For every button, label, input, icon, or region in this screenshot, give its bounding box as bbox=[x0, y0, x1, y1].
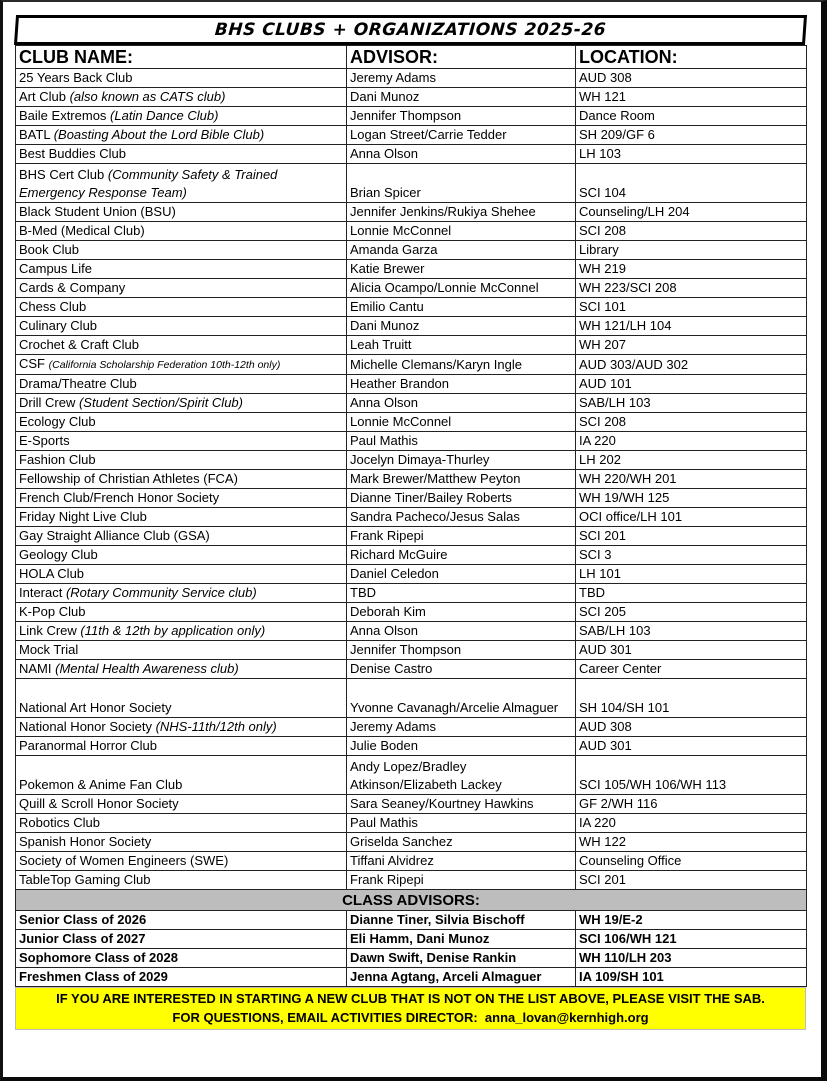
club-name: Robotics Club bbox=[19, 815, 100, 830]
club-location: WH 219 bbox=[576, 260, 807, 279]
club-name: Geology Club bbox=[19, 547, 98, 562]
club-name: 25 Years Back Club bbox=[19, 70, 133, 85]
club-name: Pokemon & Anime Fan Club bbox=[19, 777, 183, 792]
class-name: Junior Class of 2027 bbox=[16, 930, 347, 949]
club-row bbox=[16, 260, 807, 279]
club-row bbox=[16, 164, 807, 203]
club-name-cell bbox=[16, 355, 347, 375]
club-name: Gay Straight Alliance Club (GSA) bbox=[19, 528, 210, 543]
club-name: Ecology Club bbox=[19, 414, 96, 429]
club-location: SH 104/SH 101 bbox=[576, 679, 807, 718]
club-row bbox=[16, 222, 807, 241]
club-location: SCI 105/WH 106/WH 113 bbox=[576, 756, 807, 795]
club-name-cell bbox=[16, 145, 347, 164]
club-location: SAB/LH 103 bbox=[576, 394, 807, 413]
club-advisor: Dani Munoz bbox=[347, 317, 576, 336]
club-note: (11th & 12th by application only) bbox=[80, 623, 266, 638]
club-location: SCI 208 bbox=[576, 413, 807, 432]
club-row bbox=[16, 527, 807, 546]
club-location: IA 220 bbox=[576, 432, 807, 451]
club-advisor: Jennifer Thompson bbox=[347, 641, 576, 660]
club-note: (also known as CATS club) bbox=[69, 89, 226, 104]
club-note: (Boasting About the Lord Bible Club) bbox=[53, 127, 265, 142]
club-advisor: Jennifer Jenkins/Rukiya Shehee bbox=[347, 203, 576, 222]
club-name: Drill Crew bbox=[19, 395, 79, 410]
class-advisor: Dianne Tiner, Silvia Bischoff bbox=[347, 911, 576, 930]
club-location: SCI 208 bbox=[576, 222, 807, 241]
club-location: WH 19/WH 125 bbox=[576, 489, 807, 508]
club-row bbox=[16, 355, 807, 375]
class-name: Sophomore Class of 2028 bbox=[16, 949, 347, 968]
club-name: Cards & Company bbox=[19, 280, 126, 295]
club-name-cell bbox=[16, 260, 347, 279]
club-name: HOLA Club bbox=[19, 566, 85, 581]
club-name-cell bbox=[16, 489, 347, 508]
club-location: Dance Room bbox=[576, 107, 807, 126]
club-name: Interact bbox=[19, 585, 66, 600]
club-name: Art Club bbox=[19, 89, 70, 104]
club-advisor: Paul Mathis bbox=[347, 432, 576, 451]
club-row bbox=[16, 470, 807, 489]
club-name: Black Student Union (BSU) bbox=[19, 204, 176, 219]
club-name-cell bbox=[16, 814, 347, 833]
club-name-cell bbox=[16, 795, 347, 814]
club-row bbox=[16, 814, 807, 833]
club-note: (Rotary Community Service club) bbox=[65, 585, 257, 600]
club-location: AUD 301 bbox=[576, 737, 807, 756]
header-club-name: CLUB NAME: bbox=[16, 46, 347, 69]
club-name-cell bbox=[16, 756, 347, 795]
club-location: Career Center bbox=[576, 660, 807, 679]
club-advisor: Dianne Tiner/Bailey Roberts bbox=[347, 489, 576, 508]
club-name-cell bbox=[16, 241, 347, 260]
club-name-cell bbox=[16, 222, 347, 241]
club-name-cell bbox=[16, 641, 347, 660]
club-name: Culinary Club bbox=[19, 318, 98, 333]
footer-line-2-text: FOR QUESTIONS, EMAIL ACTIVITIES DIRECTOR: bbox=[172, 1010, 485, 1025]
club-row bbox=[16, 737, 807, 756]
club-name-cell bbox=[16, 394, 347, 413]
club-advisor: Emilio Cantu bbox=[347, 298, 576, 317]
club-name-cell bbox=[16, 718, 347, 737]
club-name-cell bbox=[16, 298, 347, 317]
club-location: SCI 201 bbox=[576, 871, 807, 890]
club-advisor: Frank Ripepi bbox=[347, 527, 576, 546]
club-advisor: Jennifer Thompson bbox=[347, 107, 576, 126]
club-name-cell bbox=[16, 508, 347, 527]
club-row bbox=[16, 126, 807, 145]
class-name: Senior Class of 2026 bbox=[16, 911, 347, 930]
club-name-cell bbox=[16, 833, 347, 852]
club-name: Drama/Theatre Club bbox=[19, 376, 137, 391]
club-row bbox=[16, 317, 807, 336]
class-name: Freshmen Class of 2029 bbox=[16, 968, 347, 987]
club-advisor: Tiffani Alvidrez bbox=[347, 852, 576, 871]
club-name: Crochet & Craft Club bbox=[19, 337, 139, 352]
club-location: AUD 101 bbox=[576, 375, 807, 394]
club-name-cell bbox=[16, 565, 347, 584]
club-advisor: Michelle Clemans/Karyn Ingle bbox=[347, 355, 576, 375]
club-location: WH 223/SCI 208 bbox=[576, 279, 807, 298]
class-location: WH 110/LH 203 bbox=[576, 949, 807, 968]
club-name-cell bbox=[16, 852, 347, 871]
club-name-cell bbox=[16, 69, 347, 88]
club-location: Counseling/LH 204 bbox=[576, 203, 807, 222]
club-row bbox=[16, 394, 807, 413]
club-row bbox=[16, 833, 807, 852]
club-advisor: Julie Boden bbox=[347, 737, 576, 756]
club-name: Chess Club bbox=[19, 299, 87, 314]
club-advisor: Brian Spicer bbox=[347, 164, 576, 203]
club-location: Library bbox=[576, 241, 807, 260]
class-location: SCI 106/WH 121 bbox=[576, 930, 807, 949]
club-row bbox=[16, 660, 807, 679]
club-row bbox=[16, 413, 807, 432]
club-name: Mock Trial bbox=[19, 642, 79, 657]
club-advisor: Alicia Ocampo/Lonnie McConnel bbox=[347, 279, 576, 298]
club-row bbox=[16, 718, 807, 737]
club-note: (Student Section/Spirit Club) bbox=[78, 395, 243, 410]
club-name-cell bbox=[16, 375, 347, 394]
club-row bbox=[16, 298, 807, 317]
club-location: Counseling Office bbox=[576, 852, 807, 871]
club-advisor: Deborah Kim bbox=[347, 603, 576, 622]
club-note: (Latin Dance Club) bbox=[110, 108, 219, 123]
club-advisor: Frank Ripepi bbox=[347, 871, 576, 890]
class-rows bbox=[16, 911, 807, 987]
club-location: SCI 3 bbox=[576, 546, 807, 565]
club-row bbox=[16, 584, 807, 603]
club-location: LH 103 bbox=[576, 145, 807, 164]
club-row bbox=[16, 508, 807, 527]
club-row bbox=[16, 336, 807, 355]
class-advisor-row bbox=[16, 911, 807, 930]
class-advisors-heading: CLASS ADVISORS: bbox=[16, 890, 807, 911]
club-row bbox=[16, 756, 807, 795]
club-advisor: Logan Street/Carrie Tedder bbox=[347, 126, 576, 145]
club-name: Fashion Club bbox=[19, 452, 96, 467]
class-advisor-row bbox=[16, 949, 807, 968]
club-name: Link Crew bbox=[19, 623, 81, 638]
club-name: Book Club bbox=[19, 242, 79, 257]
club-name-cell bbox=[16, 279, 347, 298]
header-advisor: ADVISOR: bbox=[347, 46, 576, 69]
club-name-cell bbox=[16, 871, 347, 890]
clubs-table bbox=[15, 45, 807, 987]
club-name: Society of Women Engineers (SWE) bbox=[19, 853, 229, 868]
club-location: IA 220 bbox=[576, 814, 807, 833]
club-row bbox=[16, 603, 807, 622]
club-name-cell bbox=[16, 413, 347, 432]
club-row bbox=[16, 679, 807, 718]
club-advisor: Dani Munoz bbox=[347, 88, 576, 107]
club-row bbox=[16, 432, 807, 451]
club-name: Best Buddies Club bbox=[19, 146, 126, 161]
club-row bbox=[16, 69, 807, 88]
club-location: GF 2/WH 116 bbox=[576, 795, 807, 814]
club-name: BATL bbox=[19, 127, 54, 142]
club-name-cell bbox=[16, 622, 347, 641]
club-row bbox=[16, 489, 807, 508]
club-location: WH 121/LH 104 bbox=[576, 317, 807, 336]
class-advisors-heading-row bbox=[16, 890, 807, 911]
club-location: SCI 201 bbox=[576, 527, 807, 546]
club-name-cell bbox=[16, 546, 347, 565]
club-location: WH 220/WH 201 bbox=[576, 470, 807, 489]
club-row bbox=[16, 241, 807, 260]
footer-line-1: IF YOU ARE INTERESTED IN STARTING A NEW CLUB THAT IS NOT ON THE LIST ABOVE, PLEASE VISIT THE SAB. bbox=[56, 991, 765, 1006]
club-row bbox=[16, 871, 807, 890]
club-advisor: Katie Brewer bbox=[347, 260, 576, 279]
club-name: Fellowship of Christian Athletes (FCA) bbox=[19, 471, 238, 486]
clubs-sheet bbox=[15, 15, 806, 1030]
club-note: (Community Safety & Trained Emergency Response Team) bbox=[19, 167, 278, 200]
club-row bbox=[16, 375, 807, 394]
club-name-cell bbox=[16, 451, 347, 470]
club-advisor: Denise Castro bbox=[347, 660, 576, 679]
header-location: LOCATION: bbox=[576, 46, 807, 69]
class-advisor: Dawn Swift, Denise Rankin bbox=[347, 949, 576, 968]
club-name: CSF bbox=[19, 356, 49, 371]
club-name-cell bbox=[16, 317, 347, 336]
club-advisor: Jeremy Adams bbox=[347, 718, 576, 737]
club-name-cell bbox=[16, 470, 347, 489]
footer-banner bbox=[15, 987, 806, 1030]
club-name-cell bbox=[16, 88, 347, 107]
class-advisor-row bbox=[16, 930, 807, 949]
club-advisor: Andy Lopez/Bradley Atkinson/Elizabeth Lackey bbox=[347, 756, 576, 795]
class-location: WH 19/E-2 bbox=[576, 911, 807, 930]
club-name-cell bbox=[16, 603, 347, 622]
club-row bbox=[16, 203, 807, 222]
club-row bbox=[16, 852, 807, 871]
club-advisor: Paul Mathis bbox=[347, 814, 576, 833]
club-name: French Club/French Honor Society bbox=[19, 490, 220, 505]
club-row bbox=[16, 795, 807, 814]
club-name-cell bbox=[16, 336, 347, 355]
club-advisor: Lonnie McConnel bbox=[347, 222, 576, 241]
club-name: B-Med (Medical Club) bbox=[19, 223, 145, 238]
club-name: Paranormal Horror Club bbox=[19, 738, 157, 753]
club-row bbox=[16, 565, 807, 584]
club-advisor: Richard McGuire bbox=[347, 546, 576, 565]
class-advisor: Eli Hamm, Dani Munoz bbox=[347, 930, 576, 949]
club-name: National Honor Society bbox=[19, 719, 156, 734]
club-location: SH 209/GF 6 bbox=[576, 126, 807, 145]
header-row bbox=[16, 46, 807, 69]
club-advisor: Griselda Sanchez bbox=[347, 833, 576, 852]
contact-email-link[interactable]: anna_lovan@kernhigh.org bbox=[484, 1010, 649, 1025]
club-name-cell bbox=[16, 432, 347, 451]
club-location: SCI 104 bbox=[576, 164, 807, 203]
club-name-cell bbox=[16, 203, 347, 222]
clubs-body bbox=[16, 69, 807, 890]
club-location: OCI office/LH 101 bbox=[576, 508, 807, 527]
club-name: TableTop Gaming Club bbox=[19, 872, 151, 887]
club-location: AUD 308 bbox=[576, 718, 807, 737]
club-advisor: Jocelyn Dimaya-Thurley bbox=[347, 451, 576, 470]
club-name: National Art Honor Society bbox=[19, 700, 172, 715]
club-name-cell bbox=[16, 660, 347, 679]
club-note: (Mental Health Awareness club) bbox=[55, 661, 239, 676]
club-note: (NHS-11th/12th only) bbox=[155, 719, 277, 734]
club-advisor: Daniel Celedon bbox=[347, 565, 576, 584]
club-name: NAMI bbox=[19, 661, 56, 676]
club-advisor: Jeremy Adams bbox=[347, 69, 576, 88]
club-note: (California Scholarship Federation 10th-12th only) bbox=[48, 359, 281, 371]
club-advisor: Anna Olson bbox=[347, 145, 576, 164]
club-name: Spanish Honor Society bbox=[19, 834, 152, 849]
club-row bbox=[16, 88, 807, 107]
class-advisor-row bbox=[16, 968, 807, 987]
club-location: WH 121 bbox=[576, 88, 807, 107]
club-advisor: Lonnie McConnel bbox=[347, 413, 576, 432]
club-location: WH 207 bbox=[576, 336, 807, 355]
club-row bbox=[16, 451, 807, 470]
club-row bbox=[16, 622, 807, 641]
club-row bbox=[16, 641, 807, 660]
club-advisor: Sandra Pacheco/Jesus Salas bbox=[347, 508, 576, 527]
class-advisor: Jenna Agtang, Arceli Almaguer bbox=[347, 968, 576, 987]
club-location: LH 202 bbox=[576, 451, 807, 470]
club-name-cell bbox=[16, 679, 347, 718]
club-name: E-Sports bbox=[19, 433, 70, 448]
club-advisor: Mark Brewer/Matthew Peyton bbox=[347, 470, 576, 489]
club-location: SAB/LH 103 bbox=[576, 622, 807, 641]
club-advisor: TBD bbox=[347, 584, 576, 603]
club-advisor: Leah Truitt bbox=[347, 336, 576, 355]
club-name: Quill & Scroll Honor Society bbox=[19, 796, 179, 811]
club-name-cell bbox=[16, 164, 347, 203]
club-name-cell bbox=[16, 527, 347, 546]
footer-line-2 bbox=[16, 1008, 805, 1027]
club-advisor: Amanda Garza bbox=[347, 241, 576, 260]
club-row bbox=[16, 546, 807, 565]
club-advisor: Sara Seaney/Kourtney Hawkins bbox=[347, 795, 576, 814]
club-row bbox=[16, 145, 807, 164]
page-title: BHS CLUBS + ORGANIZATIONS 2025-26 bbox=[14, 15, 807, 45]
club-location: AUD 308 bbox=[576, 69, 807, 88]
club-row bbox=[16, 107, 807, 126]
club-location: AUD 301 bbox=[576, 641, 807, 660]
club-name: Baile Extremos bbox=[19, 108, 111, 123]
club-name: Campus Life bbox=[19, 261, 92, 276]
club-advisor: Yvonne Cavanagh/Arcelie Almaguer bbox=[347, 679, 576, 718]
club-location: LH 101 bbox=[576, 565, 807, 584]
club-location: TBD bbox=[576, 584, 807, 603]
club-row bbox=[16, 279, 807, 298]
club-name: K-Pop Club bbox=[19, 604, 86, 619]
club-name: Friday Night Live Club bbox=[19, 509, 147, 524]
class-location: IA 109/SH 101 bbox=[576, 968, 807, 987]
club-name-cell bbox=[16, 107, 347, 126]
club-name-cell bbox=[16, 126, 347, 145]
club-location: SCI 101 bbox=[576, 298, 807, 317]
club-advisor: Anna Olson bbox=[347, 394, 576, 413]
club-name: BHS Cert Club bbox=[19, 167, 108, 182]
club-advisor: Heather Brandon bbox=[347, 375, 576, 394]
club-location: SCI 205 bbox=[576, 603, 807, 622]
club-location: AUD 303/AUD 302 bbox=[576, 355, 807, 375]
club-name-cell bbox=[16, 584, 347, 603]
club-name-cell bbox=[16, 737, 347, 756]
club-advisor: Anna Olson bbox=[347, 622, 576, 641]
class-advisors-body bbox=[16, 890, 807, 911]
club-location: WH 122 bbox=[576, 833, 807, 852]
